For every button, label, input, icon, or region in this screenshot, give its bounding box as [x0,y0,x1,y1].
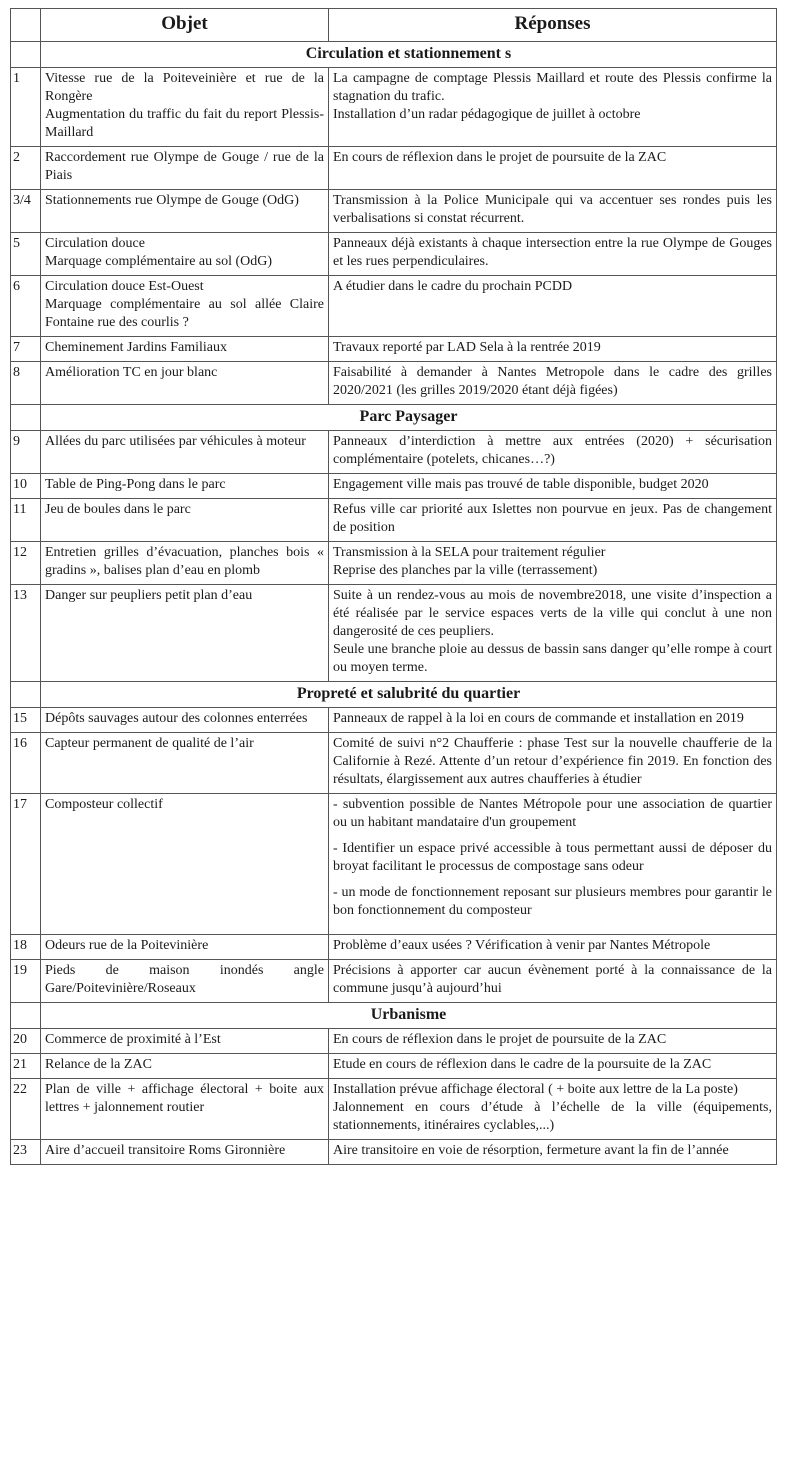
table-row [11,190,777,233]
object-column-header: Objet [41,9,329,42]
section-number-cell [11,682,41,708]
answer-line: Engagement ville mais pas trouvé de table disponible, budget 2020 [333,477,709,492]
object-line: Aire d’accueil transitoire Roms Gironnière [45,1143,286,1158]
item-number: 1 [11,68,41,147]
table-row [11,499,777,542]
object-line: Capteur permanent de qualité de l’air [45,736,254,751]
answer-line: - Identifier un espace privé accessible à tous permettant aussi de déposer du broyat facilitant le processus de compostage sans odeur [333,841,772,874]
item-object [41,1029,329,1054]
table-row [11,1140,777,1165]
object-line: Relance de la ZAC [45,1057,152,1072]
answer-line: Panneaux déjà existants à chaque intersection entre la rue Olympe de Gouges et les rues perpendiculaires. [333,236,772,269]
item-number: 22 [11,1079,41,1140]
item-object [41,585,329,682]
item-number: 13 [11,585,41,682]
item-object [41,337,329,362]
table-row [11,276,777,337]
item-number: 3/4 [11,190,41,233]
item-number: 5 [11,233,41,276]
item-object [41,147,329,190]
table-body [11,42,777,1165]
answer-line: Installation prévue affichage électoral ( + boite aux lettre de la La poste) [333,1082,738,1097]
item-answer [329,708,777,733]
table-row [11,585,777,682]
item-number: 2 [11,147,41,190]
object-line: Vitesse rue de la Poiteveinière et rue de la Rongère [45,71,324,104]
section-number-cell [11,405,41,431]
questions-answers-table [10,8,777,1165]
item-object [41,935,329,960]
item-number: 17 [11,794,41,935]
item-answer [329,474,777,499]
item-answer [329,276,777,337]
item-number: 23 [11,1140,41,1165]
item-object [41,1054,329,1079]
item-number: 18 [11,935,41,960]
item-answer [329,362,777,405]
item-answer [329,68,777,147]
item-answer [329,1079,777,1140]
section-number-cell [11,1003,41,1029]
section-number-cell [11,42,41,68]
table-row [11,542,777,585]
table-row [11,708,777,733]
table-row [11,1054,777,1079]
answer-line: En cours de réflexion dans le projet de poursuite de la ZAC [333,150,667,165]
section-header-row [11,405,777,431]
object-line: Table de Ping-Pong dans le parc [45,477,226,492]
item-answer [329,190,777,233]
section-title: Urbanisme [41,1003,777,1029]
answer-line: Panneaux d’interdiction à mettre aux entrées (2020) + sécurisation complémentaire (potelets, chicanes…?) [333,434,772,467]
item-object [41,68,329,147]
item-number: 8 [11,362,41,405]
item-answer [329,960,777,1003]
object-line: Pieds de maison inondés angle Gare/Poitevinière/Roseaux [45,963,324,996]
item-number: 21 [11,1054,41,1079]
table-row [11,362,777,405]
item-object [41,431,329,474]
item-answer [329,1140,777,1165]
table-row [11,1079,777,1140]
table-row [11,147,777,190]
answer-line: Etude en cours de réflexion dans le cadre de la poursuite de la ZAC [333,1057,712,1072]
paragraph-gap [333,876,772,884]
item-object [41,708,329,733]
answer-line: Faisabilité à demander à Nantes Metropole dans le cadre des grilles 2020/2021 (les grilles 2019/2020 étant déjà figées) [333,365,772,398]
item-number: 7 [11,337,41,362]
item-answer [329,585,777,682]
answer-line: La campagne de comptage Plessis Maillard et route des Plessis confirme la stagnation du trafic. [333,71,772,104]
object-line: Jeu de boules dans le parc [45,502,191,517]
item-object [41,960,329,1003]
item-object [41,233,329,276]
item-object [41,542,329,585]
answers-column-header: Réponses [329,9,777,42]
object-line: Allées du parc utilisées par véhicules à moteur [45,434,306,449]
item-number: 12 [11,542,41,585]
answer-line: Transmission à la SELA pour traitement régulier [333,545,606,560]
answer-line: Reprise des planches par la ville (terrassement) [333,563,598,578]
item-object [41,733,329,794]
table-row [11,474,777,499]
section-header-row [11,1003,777,1029]
item-answer [329,1054,777,1079]
object-line: Marquage complémentaire au sol allée Claire Fontaine rue des courlis ? [45,297,324,330]
answer-line: Précisions à apporter car aucun évènement porté à la connaissance de la commune jusqu’à aujourd’hui [333,963,772,996]
object-line: Odeurs rue de la Poitevinière [45,938,209,953]
item-answer [329,233,777,276]
item-answer [329,147,777,190]
object-line: Marquage complémentaire au sol (OdG) [45,254,273,269]
answer-line: Comité de suivi n°2 Chaufferie : phase Test sur la nouvelle chaufferie de la Californie à Rezé. Attente d’un retour d’expérience fin 2019. En fonction des résultats, élargissement aux autres chaufferies à étudier [333,736,772,787]
table-row [11,960,777,1003]
item-object [41,190,329,233]
item-object [41,794,329,935]
table-header-row [11,9,777,42]
section-title: Propreté et salubrité du quartier [41,682,777,708]
answer-line: - un mode de fonctionnement reposant sur plusieurs membres pour garantir le bon fonctionnement du composteur [333,885,772,918]
item-answer [329,935,777,960]
number-column-header [11,9,41,42]
answer-line: A étudier dans le cadre du prochain PCDD [333,279,573,294]
object-line: Amélioration TC en jour blanc [45,365,218,380]
table-row [11,233,777,276]
item-answer [329,794,777,935]
answer-line: Aire transitoire en voie de résorption, fermeture avant la fin de l’année [333,1143,729,1158]
answer-line: Refus ville car priorité aux Islettes non pourvue en jeux. Pas de changement de position [333,502,772,535]
answer-line: Travaux reporté par LAD Sela à la rentrée 2019 [333,340,601,355]
answer-line: Seule une branche ploie au dessus de bassin sans danger qu’elle rompe à court ou moyen terme. [333,642,772,675]
item-object [41,474,329,499]
table-row [11,337,777,362]
table-row [11,68,777,147]
answer-line: - subvention possible de Nantes Métropole pour une association de quartier ou un habitant mandataire d'un groupement [333,797,772,830]
answer-line: Problème d’eaux usées ? Vérification à venir par Nantes Métropole [333,938,711,953]
object-line: Stationnements rue Olympe de Gouge (OdG) [45,193,299,208]
item-number: 20 [11,1029,41,1054]
table-row [11,733,777,794]
object-line: Circulation douce [45,236,145,251]
item-answer [329,1029,777,1054]
object-line: Augmentation du traffic du fait du report Plessis-Maillard [45,107,324,140]
item-answer [329,542,777,585]
section-title: Parc Paysager [41,405,777,431]
object-line: Composteur collectif [45,797,163,812]
item-number: 9 [11,431,41,474]
document-page [10,8,776,1165]
item-number: 10 [11,474,41,499]
item-object [41,1079,329,1140]
item-number: 16 [11,733,41,794]
item-number: 19 [11,960,41,1003]
object-line: Dépôts sauvages autour des colonnes enterrées [45,711,308,726]
answer-line: Jalonnement en cours d’étude à l’échelle de la ville (équipements, stationnements, itinéraires cyclables,...) [333,1100,772,1133]
item-object [41,499,329,542]
item-answer [329,431,777,474]
item-answer [329,337,777,362]
item-object [41,362,329,405]
object-line: Danger sur peupliers petit plan d’eau [45,588,253,603]
item-number: 6 [11,276,41,337]
answer-line: Suite à un rendez-vous au mois de novembre2018, une visite d’inspection a été réalisée par le service espaces verts de la ville qui conclut à une non dangerosité de ces peupliers. [333,588,772,639]
answer-line: Panneaux de rappel à la loi en cours de commande et installation en 2019 [333,711,744,726]
item-object [41,1140,329,1165]
object-line: Plan de ville + affichage électoral + boite aux lettres + jalonnement routier [45,1082,324,1115]
answer-line: En cours de réflexion dans le projet de poursuite de la ZAC [333,1032,667,1047]
table-row [11,1029,777,1054]
section-header-row [11,682,777,708]
item-number: 11 [11,499,41,542]
paragraph-gap [333,832,772,840]
table-row [11,431,777,474]
object-line: Entretien grilles d’évacuation, planches bois « gradins », balises plan d’eau en plomb [45,545,324,578]
object-line: Raccordement rue Olympe de Gouge / rue de la Piais [45,150,324,183]
item-answer [329,499,777,542]
table-row [11,935,777,960]
object-line: Cheminement Jardins Familiaux [45,340,227,355]
object-line: Circulation douce Est-Ouest [45,279,204,294]
section-title: Circulation et stationnement s [41,42,777,68]
answer-line: Transmission à la Police Municipale qui va accentuer ses rondes puis les verbalisations si constat récurrent. [333,193,772,226]
object-line: Commerce de proximité à l’Est [45,1032,221,1047]
item-number: 15 [11,708,41,733]
section-header-row [11,42,777,68]
item-answer [329,733,777,794]
item-object [41,276,329,337]
answer-line: Installation d’un radar pédagogique de juillet à octobre [333,107,641,122]
table-row [11,794,777,935]
